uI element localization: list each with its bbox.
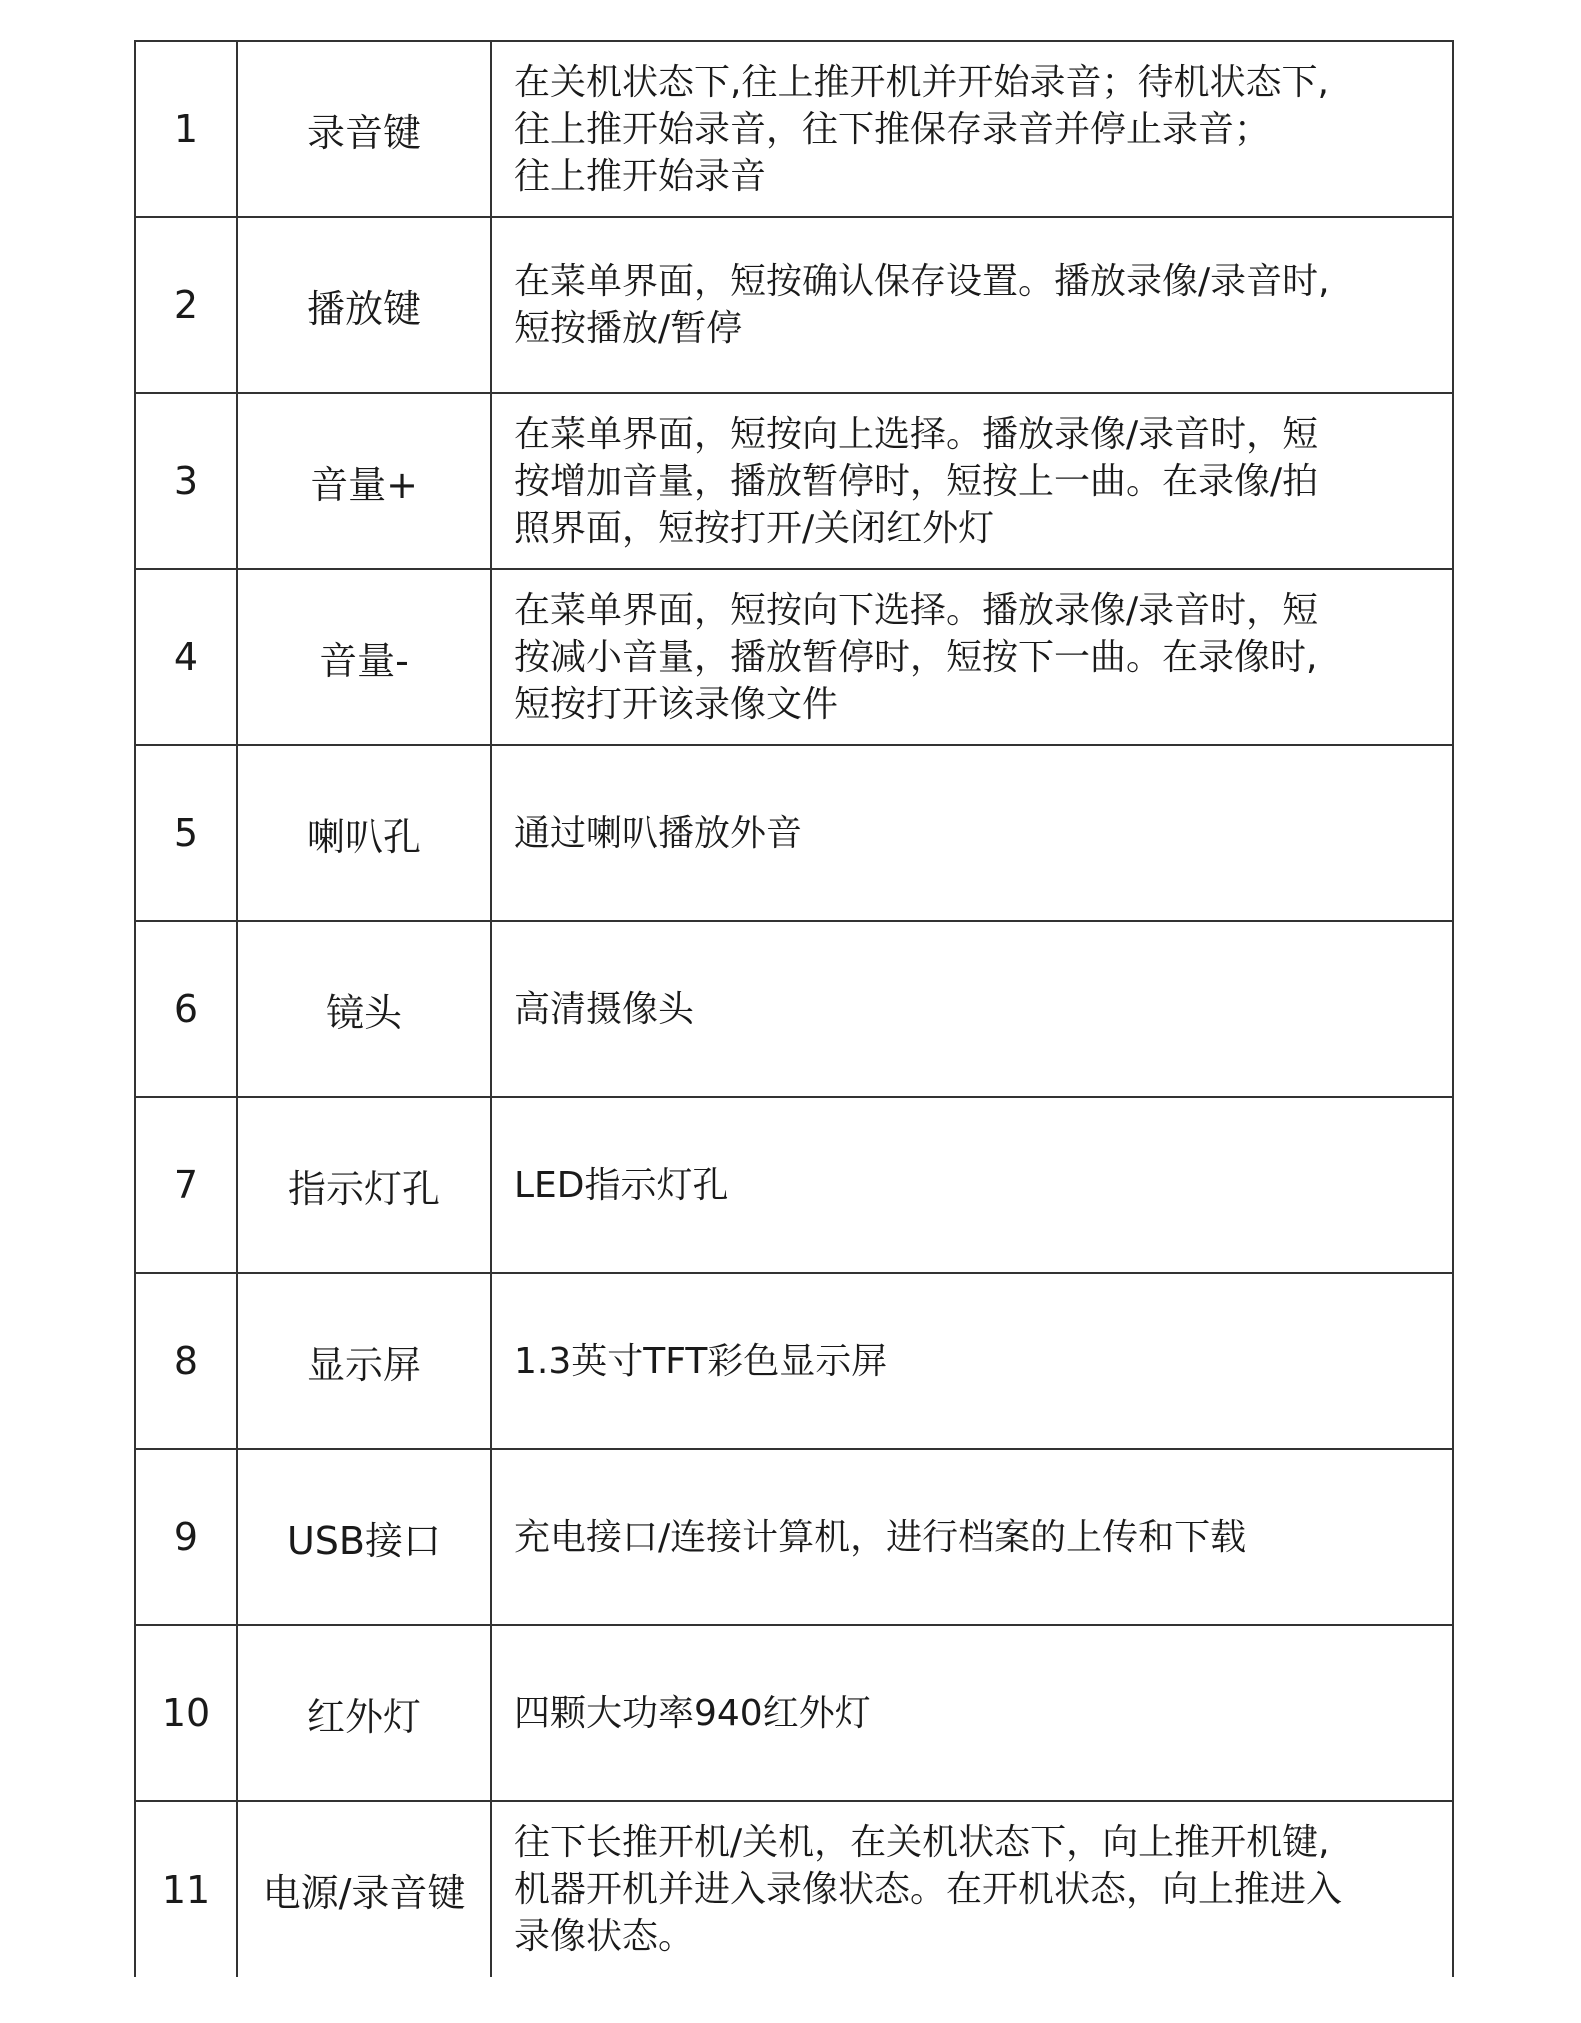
row-number: 2: [135, 217, 237, 393]
row-number: 1: [135, 41, 237, 217]
description-line: LED指示灯孔: [514, 1164, 729, 1206]
row-name: 指示灯孔: [237, 1097, 491, 1273]
row-description: [491, 393, 1453, 569]
row-name: 电源/录音键: [237, 1801, 491, 1977]
description-line: 充电接口/连接计算机，进行档案的上传和下载: [514, 1516, 1247, 1558]
row-name: 录音键: [237, 41, 491, 217]
row-number: 10: [135, 1625, 237, 1801]
table-row: [135, 1801, 1453, 1977]
row-number: 7: [135, 1097, 237, 1273]
row-description: [491, 1273, 1453, 1449]
row-number: 3: [135, 393, 237, 569]
description-line: 录像状态。: [514, 1916, 695, 1957]
row-name: 喇叭孔: [237, 745, 491, 921]
description-line: 通过喇叭播放外音: [514, 812, 803, 854]
description-line: 往上推开始录音，往下推保存录音并停止录音；: [514, 108, 1271, 150]
description-line: 按减小音量，播放暂停时，短按下一曲。在录像时,: [514, 636, 1318, 678]
row-number: 11: [135, 1801, 237, 1977]
row-name: 音量-: [237, 569, 491, 745]
row-name: 红外灯: [237, 1625, 491, 1801]
table-row: [135, 745, 1453, 921]
row-name: 播放键: [237, 217, 491, 393]
row-description: [491, 1449, 1453, 1625]
table-body: [135, 41, 1453, 1977]
row-name: 显示屏: [237, 1273, 491, 1449]
row-description: [491, 569, 1453, 745]
row-description: [491, 1801, 1453, 1977]
row-name: USB接口: [237, 1449, 491, 1625]
description-line: 在菜单界面，短按确认保存设置。播放录像/录音时,: [514, 261, 1330, 302]
description-line: 机器开机并进入录像状态。在开机状态，向上推进入: [514, 1869, 1343, 1910]
row-description: [491, 921, 1453, 1097]
row-name: 音量+: [237, 393, 491, 569]
table-row: [135, 1097, 1453, 1273]
row-description: [491, 1625, 1453, 1801]
description-line: 短按播放/暂停: [514, 308, 743, 349]
description-line: 往上推开始录音: [514, 155, 767, 197]
table-row: [135, 393, 1453, 569]
table-row: [135, 1449, 1453, 1625]
row-description: [491, 745, 1453, 921]
description-line: 照界面，短按打开/关闭红外灯: [514, 507, 995, 549]
description-line: 按增加音量，播放暂停时，短按上一曲。在录像/拍: [514, 460, 1319, 502]
table-row: [135, 1625, 1453, 1801]
row-number: 9: [135, 1449, 237, 1625]
description-line: 短按打开该录像文件: [514, 683, 839, 725]
row-description: [491, 217, 1453, 393]
row-number: 4: [135, 569, 237, 745]
row-description: [491, 1097, 1453, 1273]
description-line: 高清摄像头: [514, 988, 695, 1030]
description-line: 往下长推开机/关机，在关机状态下，向上推开机键,: [514, 1822, 1330, 1863]
row-number: 6: [135, 921, 237, 1097]
button-function-table: [134, 40, 1454, 1977]
description-line: 1.3英寸TFT彩色显示屏: [514, 1340, 888, 1382]
table-row: [135, 1273, 1453, 1449]
description-line: 在关机状态下,往上推开机并开始录音；待机状态下,: [514, 61, 1329, 103]
table-row: [135, 217, 1453, 393]
description-line: 在菜单界面，短按向上选择。播放录像/录音时，短: [514, 413, 1319, 455]
table-row: [135, 569, 1453, 745]
row-number: 5: [135, 745, 237, 921]
description-line: 四颗大功率940红外灯: [514, 1692, 871, 1734]
row-description: [491, 41, 1453, 217]
row-name: 镜头: [237, 921, 491, 1097]
table-row: [135, 41, 1453, 217]
table-row: [135, 921, 1453, 1097]
row-number: 8: [135, 1273, 237, 1449]
description-line: 在菜单界面，短按向下选择。播放录像/录音时，短: [514, 589, 1319, 631]
